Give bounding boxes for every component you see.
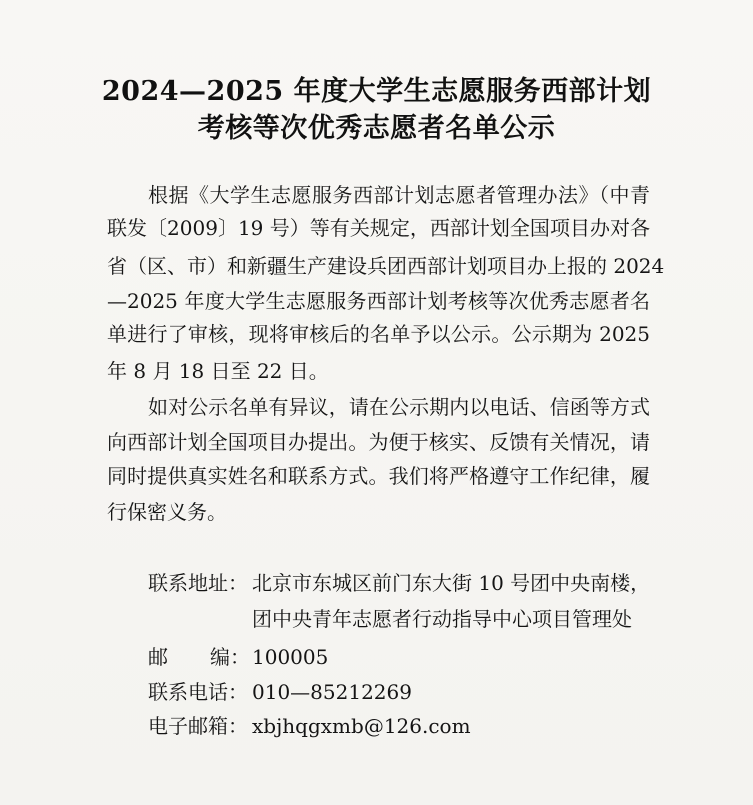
phone-label: 联系电话： — [148, 680, 248, 704]
paragraph1-line: —2025 年度大学生志愿服务西部计划考核等次优秀志愿者名 — [107, 289, 650, 313]
paragraph1-line: 年 8 月 18 日至 22 日。 — [107, 359, 329, 383]
postcode-label-part1: 邮 — [148, 645, 168, 669]
paragraph1-line: 单进行了审核，现将审核后的名单予以公示。公示期为 2025 — [107, 322, 650, 346]
document-title-line1: 2024—2025 年度大学生志愿服务西部计划 — [101, 76, 652, 107]
paragraph2-line: 向西部计划全国项目办提出。为便于核实、反馈有关情况，请 — [107, 430, 650, 454]
postcode-label-part2: 编： — [210, 645, 250, 669]
paragraph1-line: 联发〔2009〕19 号）等有关规定，西部计划全国项目办对各 — [107, 216, 650, 240]
address-label: 联系地址： — [148, 571, 248, 595]
paragraph2-line: 行保密义务。 — [107, 500, 227, 524]
paragraph2-line: 如对公示名单有异议，请在公示期内以电话、信函等方式 — [148, 395, 650, 419]
document-title-line2: 考核等次优秀志愿者名单公示 — [197, 113, 556, 144]
email-label: 电子邮箱： — [148, 714, 248, 738]
paragraph1-line: 根据《大学生志愿服务西部计划志愿者管理办法》（中青 — [148, 183, 650, 207]
email-value[interactable]: xbjhqgxmb@126.com — [252, 714, 471, 738]
address-line2: 团中央青年志愿者行动指导中心项目管理处 — [252, 607, 632, 631]
paragraph1-line: 省（区、市）和新疆生产建设兵团西部计划项目办上报的 2024 — [107, 254, 665, 278]
phone-value: 010—85212269 — [252, 680, 412, 704]
address-line1: 北京市东城区前门东大街 10 号团中央南楼， — [252, 571, 651, 595]
paragraph2-line: 同时提供真实姓名和联系方式。我们将严格遵守工作纪律，履 — [107, 464, 650, 488]
postcode-value: 100005 — [252, 645, 329, 669]
